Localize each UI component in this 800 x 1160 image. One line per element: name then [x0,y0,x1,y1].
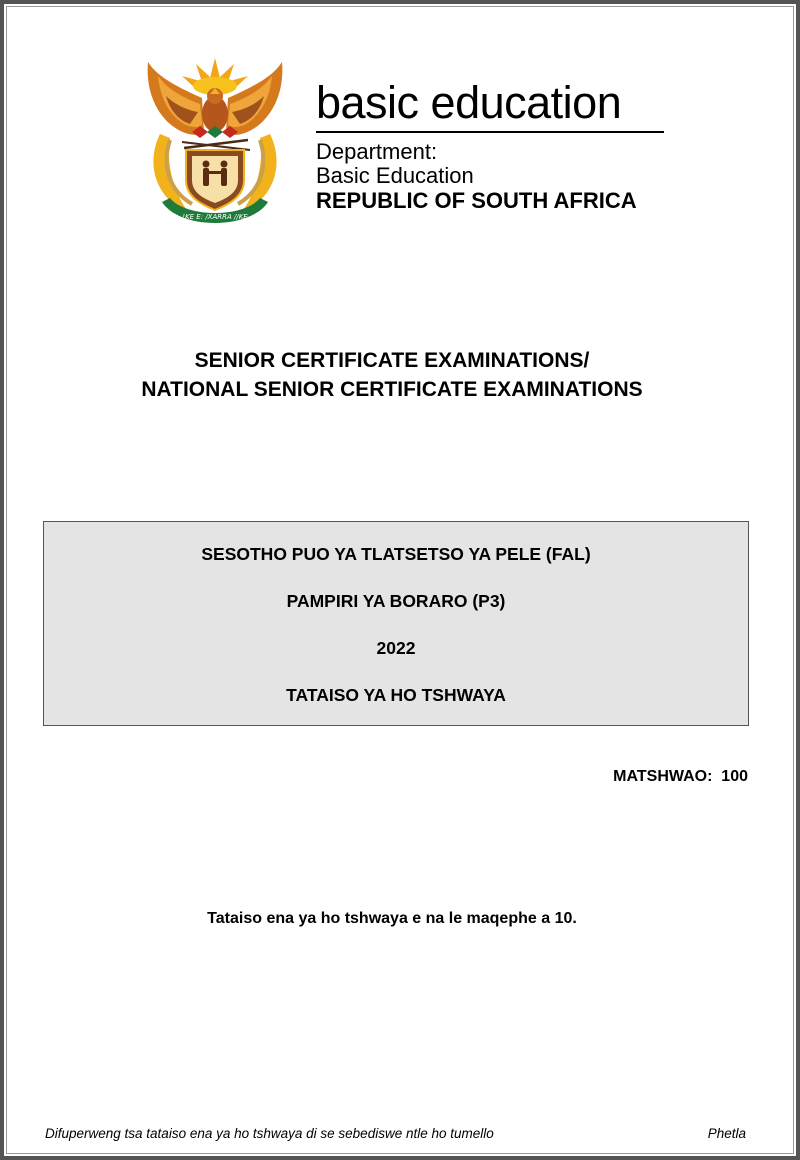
brand-title: basic education [316,80,664,133]
exam-year: 2022 [376,638,416,658]
department-label: Department: [316,139,438,164]
department-name: Basic Education [316,163,474,188]
country-name: REPUBLIC OF SOUTH AFRICA [316,188,637,213]
coat-of-arms-icon [140,52,290,228]
paper-info-box [43,521,749,726]
exam-titles [0,346,784,404]
total-marks: MATSHWAO: 100 [613,768,748,785]
copyright-note: Difuperweng tsa tataiso ena ya ho tshwaya di se sebediswe ntle ho tumello [45,1126,494,1141]
header [140,52,680,232]
brand-block [316,77,664,214]
document-type: TATAISO YA HO TSHWAYA [286,685,506,705]
exam-title-line1: SENIOR CERTIFICATE EXAMINATIONS/ [194,349,590,372]
paper-title: PAMPIRI YA BORARO (P3) [286,591,506,611]
exam-title-line2: NATIONAL SENIOR CERTIFICATE EXAMINATIONS [141,378,643,401]
turn-over-note: Phetla [707,1126,746,1141]
pages-note: Tataiso ena ya ho tshwaya e na le maqephe a 10. [207,910,577,927]
subject-title: SESOTHO PUO YA TLATSETSO YA PELE (FAL) [201,544,591,564]
crest-motto: !KE E: /XARRA //KE [182,213,248,221]
